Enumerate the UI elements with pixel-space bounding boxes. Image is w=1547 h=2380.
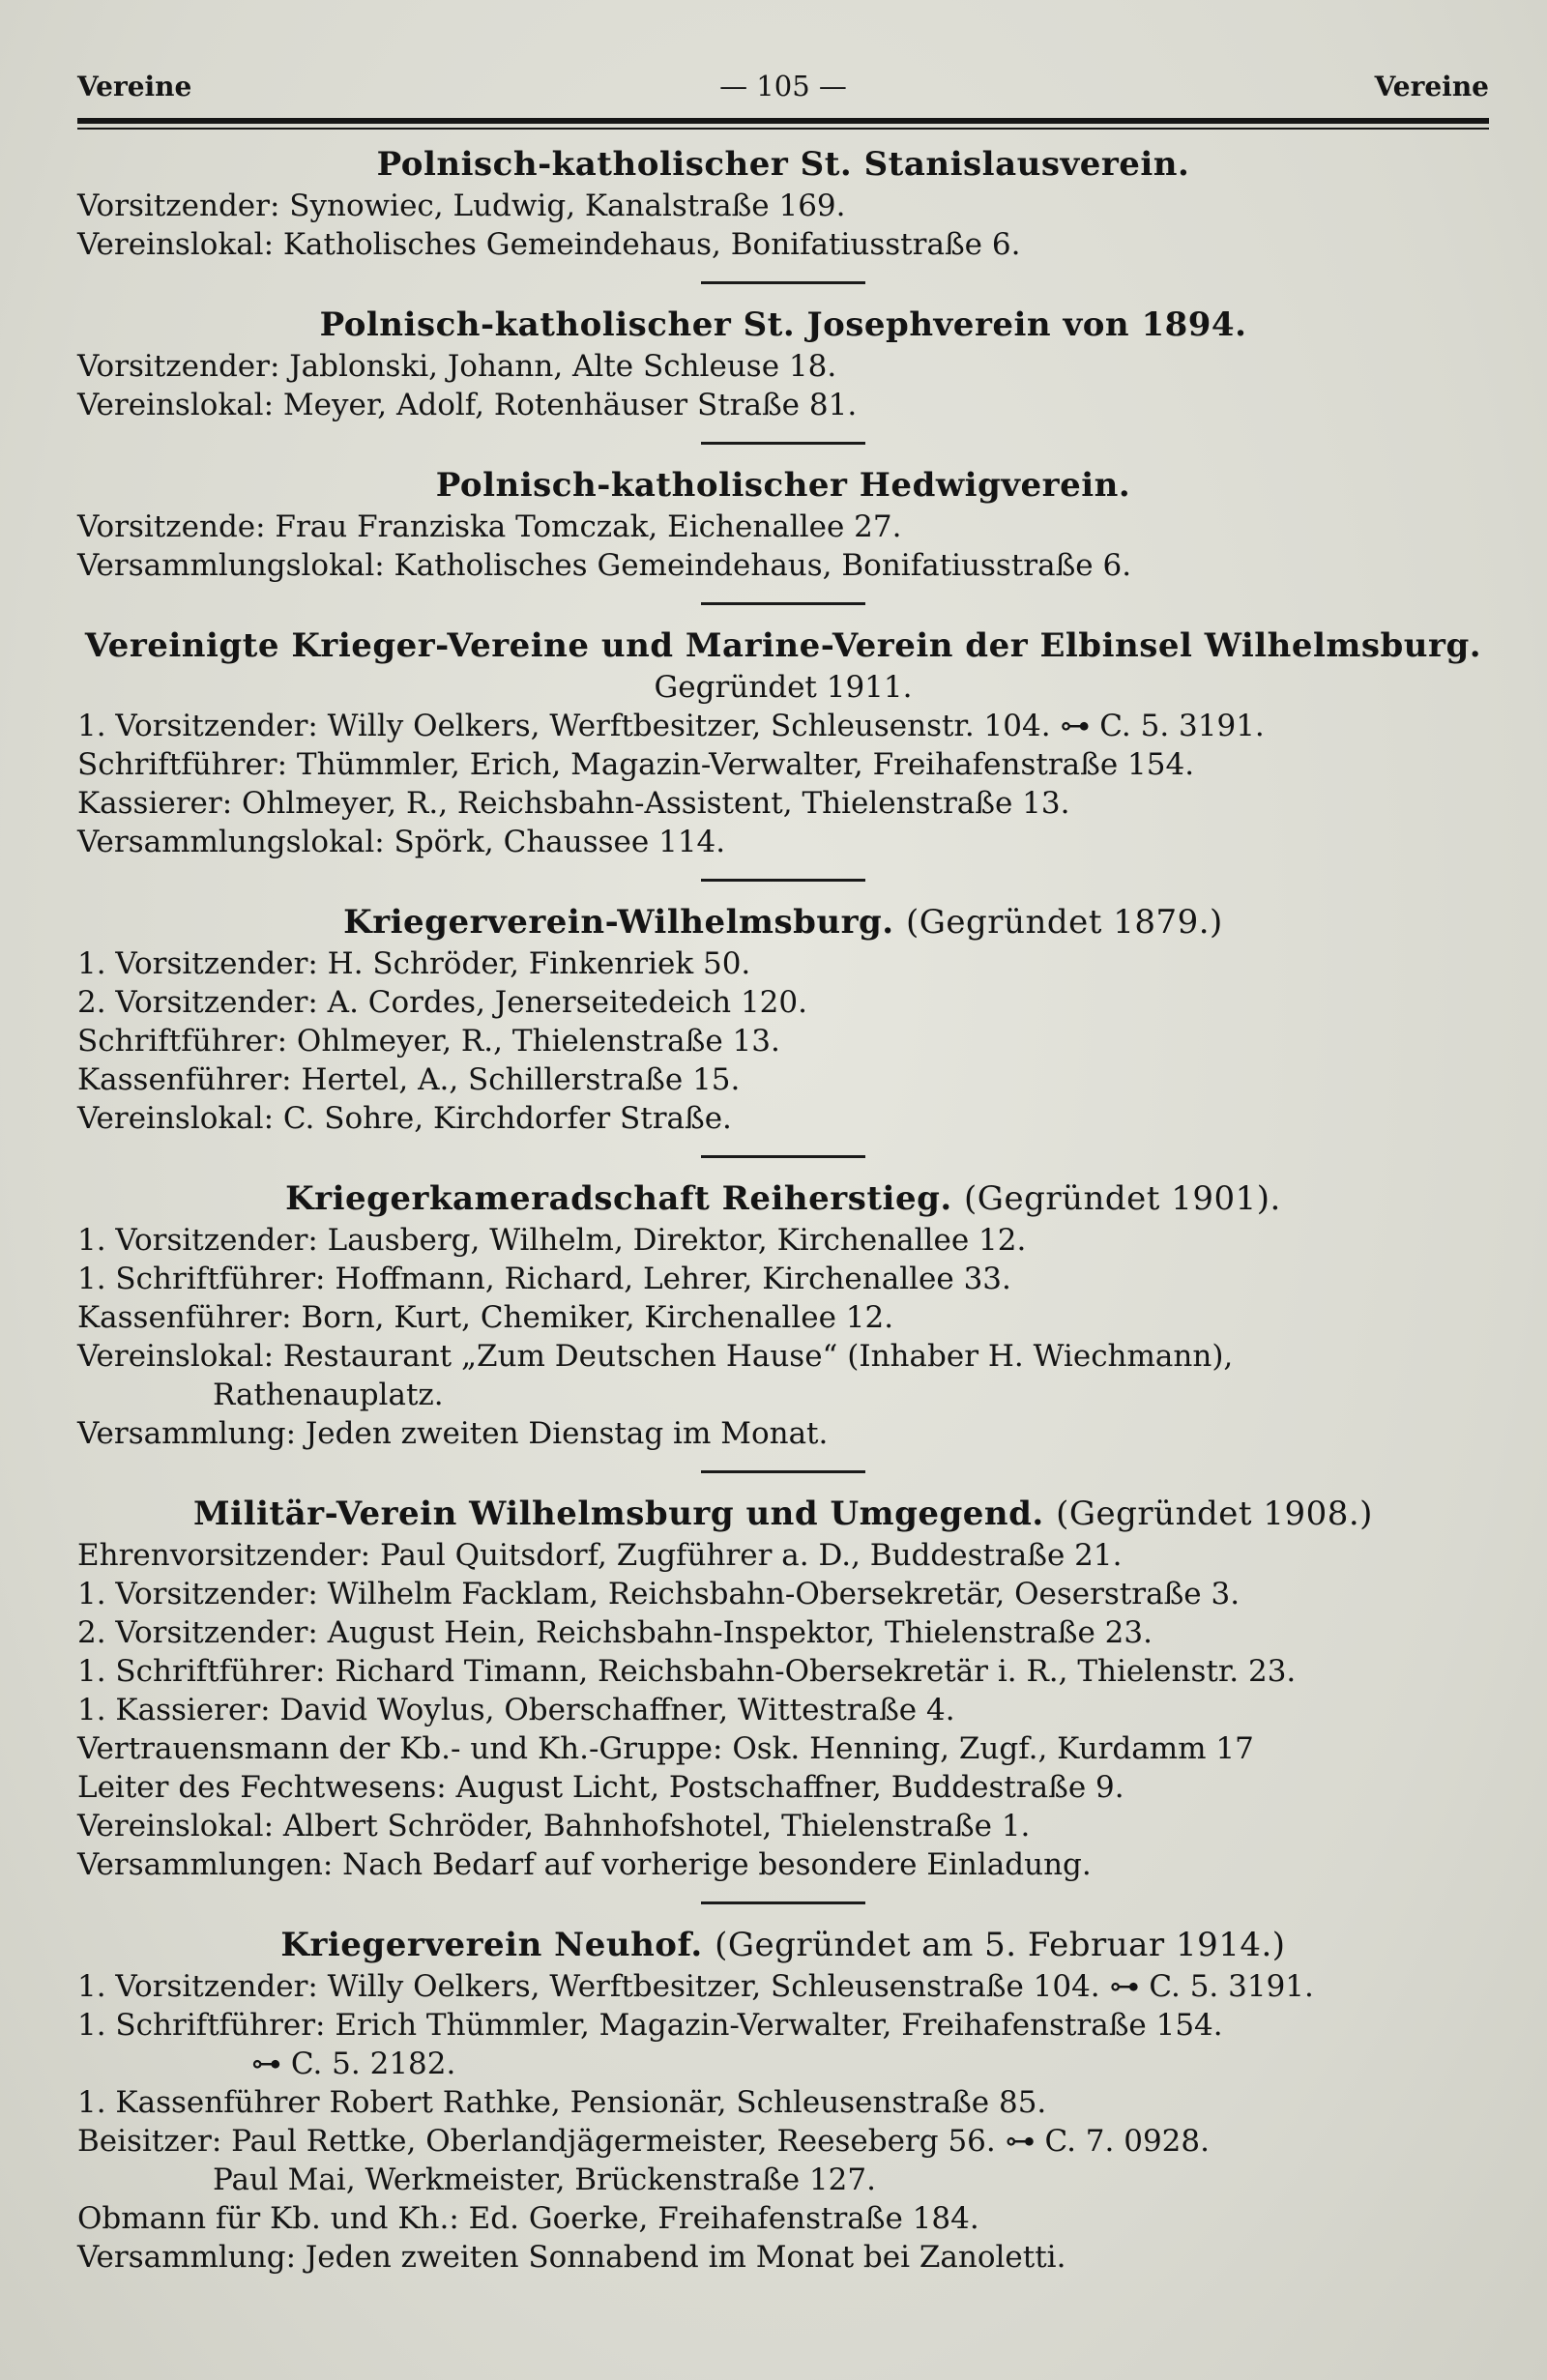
club-line: Kassenführer: Hertel, A., Schillerstraße 15. [77, 1062, 741, 1097]
club-line: Rathenauplatz. [213, 1378, 444, 1412]
club-line: Vereinslokal: Restaurant „Zum Deutschen Hause“ (Inhaber H. Wiechmann), [77, 1339, 1234, 1374]
header-rule [77, 118, 1489, 130]
entry-separator [701, 1470, 865, 1473]
club-line: Schriftführer: Ohlmeyer, R., Thielenstraße 13. [77, 1024, 780, 1059]
club-line: Paul Mai, Werkmeister, Brückenstraße 127. [213, 2162, 876, 2197]
entry-separator [701, 1901, 865, 1904]
club-line: Vertrauensmann der Kb.- und Kh.-Gruppe: Osk. Henning, Zugf., Kurdamm 17 [77, 1731, 1254, 1766]
club-line: 1. Schriftführer: Hoffmann, Richard, Lehrer, Kirchenallee 33. [77, 1262, 1011, 1296]
entry-separator [701, 1155, 865, 1158]
entry-separator [701, 442, 865, 445]
club-title-text: Polnisch-katholischer Hedwigverein. [435, 466, 1131, 505]
club-line: 1. Kassierer: David Woylus, Oberschaffner, Wittestraße 4. [77, 1693, 955, 1727]
entry-separator [701, 879, 865, 882]
club-line: 1. Vorsitzender: Willy Oelkers, Werftbesitzer, Schleusenstr. 104. ⊶ C. 5. 3191. [77, 709, 1265, 743]
club-title [77, 624, 1489, 668]
club-entry [77, 1177, 1489, 1453]
club-line: Kassierer: Ohlmeyer, R., Reichsbahn-Assistent, Thielenstraße 13. [77, 786, 1070, 821]
entry-separator [701, 281, 865, 284]
club-line: Versammlung: Jeden zweiten Dienstag im Monat. [77, 1416, 829, 1451]
club-line: Beisitzer: Paul Rettke, Oberlandjägermeister, Reeseberg 56. ⊶ C. 7. 0928. [77, 2124, 1210, 2159]
page-number: — 105 — [719, 70, 847, 102]
club-line: Versammlungslokal: Spörk, Chaussee 114. [77, 825, 726, 859]
club-line: 1. Kassenführer Robert Rathke, Pensionär, Schleusenstraße 85. [77, 2085, 1047, 2120]
club-line: Vereinslokal: Katholisches Gemeindehaus, Bonifatiusstraße 6. [77, 227, 1021, 262]
club-line: ⊶ C. 5. 2182. [251, 2046, 456, 2081]
club-line: Vereinslokal: Albert Schröder, Bahnhofshotel, Thielenstraße 1. [77, 1809, 1031, 1843]
club-line: Schriftführer: Thümmler, Erich, Magazin-Verwalter, Freihafenstraße 154. [77, 747, 1195, 782]
page-content [77, 143, 1489, 2277]
club-founded: (Gegründet 1908.) [1056, 1495, 1373, 1533]
club-line: Ehrenvorsitzender: Paul Quitsdorf, Zugführer a. D., Buddestraße 21. [77, 1538, 1123, 1573]
club-line: 2. Vorsitzender: A. Cordes, Jenerseitedeich 120. [77, 985, 807, 1020]
club-title [77, 143, 1489, 187]
club-founded: (Gegründet 1879.) [906, 903, 1223, 942]
club-entry [77, 624, 1489, 861]
club-title [77, 1177, 1489, 1221]
club-line: Versammlungslokal: Katholisches Gemeindehaus, Bonifatiusstraße 6. [77, 548, 1132, 583]
club-title [77, 901, 1489, 944]
club-line: 1. Vorsitzender: H. Schröder, Finkenriek 50. [77, 946, 751, 981]
club-founded: (Gegründet 1901). [964, 1179, 1281, 1218]
club-entry [77, 304, 1489, 424]
club-title-text: Polnisch-katholischer St. Josephverein von 1894. [319, 305, 1247, 344]
club-title-text: Kriegerkameradschaft Reiherstieg. [285, 1179, 952, 1218]
club-line: 2. Vorsitzender: August Hein, Reichsbahn-Inspektor, Thielenstraße 23. [77, 1615, 1153, 1650]
club-line: Vorsitzender: Jablonski, Johann, Alte Schleuse 18. [77, 349, 837, 384]
club-line: 1. Schriftführer: Erich Thümmler, Magazin-Verwalter, Freihafenstraße 154. [77, 2008, 1223, 2043]
club-title-text: Vereinigte Krieger-Vereine und Marine-Verein der Elbinsel Wilhelmsburg. [84, 626, 1482, 665]
club-entry [77, 1924, 1489, 2277]
club-line: Vereinslokal: C. Sohre, Kirchdorfer Straße. [77, 1101, 732, 1136]
header-left: Vereine [77, 71, 192, 102]
club-title [77, 1493, 1489, 1536]
club-title-text: Polnisch-katholischer St. Stanislausverein. [376, 145, 1190, 184]
club-line: 1. Schriftführer: Richard Timann, Reichsbahn-Obersekretär i. R., Thielenstr. 23. [77, 1654, 1297, 1689]
club-title-text: Kriegerverein Neuhof. [280, 1926, 703, 1964]
club-line: Vorsitzender: Synowiec, Ludwig, Kanalstraße 169. [77, 189, 846, 223]
club-line: 1. Vorsitzender: Willy Oelkers, Werftbesitzer, Schleusenstraße 104. ⊶ C. 5. 3191. [77, 1969, 1314, 2004]
club-line: Vereinslokal: Meyer, Adolf, Rotenhäuser Straße 81. [77, 388, 858, 422]
entry-separator [701, 602, 865, 605]
club-founded: (Gegründet am 5. Februar 1914.) [715, 1926, 1286, 1964]
club-entry [77, 1493, 1489, 1884]
club-title [77, 1924, 1489, 1967]
club-line: Leiter des Fechtwesens: August Licht, Postschaffner, Buddestraße 9. [77, 1770, 1124, 1805]
club-entry [77, 464, 1489, 585]
club-entry [77, 143, 1489, 264]
header-right: Vereine [1374, 71, 1489, 102]
club-title [77, 304, 1489, 347]
club-title [77, 464, 1489, 508]
club-entry [77, 901, 1489, 1138]
club-line: 1. Vorsitzender: Wilhelm Facklam, Reichsbahn-Obersekretär, Oeserstraße 3. [77, 1577, 1241, 1611]
club-line: Obmann für Kb. und Kh.: Ed. Goerke, Freihafenstraße 184. [77, 2201, 979, 2236]
running-head [77, 70, 1489, 108]
club-title-text: Militär-Verein Wilhelmsburg und Umgegend. [193, 1495, 1044, 1533]
club-line: Vorsitzende: Frau Franziska Tomczak, Eichenallee 27. [77, 509, 902, 544]
club-line: 1. Vorsitzender: Lausberg, Wilhelm, Direktor, Kirchenallee 12. [77, 1223, 1027, 1258]
club-line: Versammlung: Jeden zweiten Sonnabend im Monat bei Zanoletti. [77, 2240, 1066, 2275]
club-line: Versammlungen: Nach Bedarf auf vorherige besondere Einladung. [77, 1847, 1092, 1882]
club-title-text: Kriegerverein-Wilhelmsburg. [343, 903, 894, 942]
founded-line: Gegründet 1911. [654, 670, 913, 705]
club-line: Kassenführer: Born, Kurt, Chemiker, Kirchenallee 12. [77, 1300, 894, 1335]
